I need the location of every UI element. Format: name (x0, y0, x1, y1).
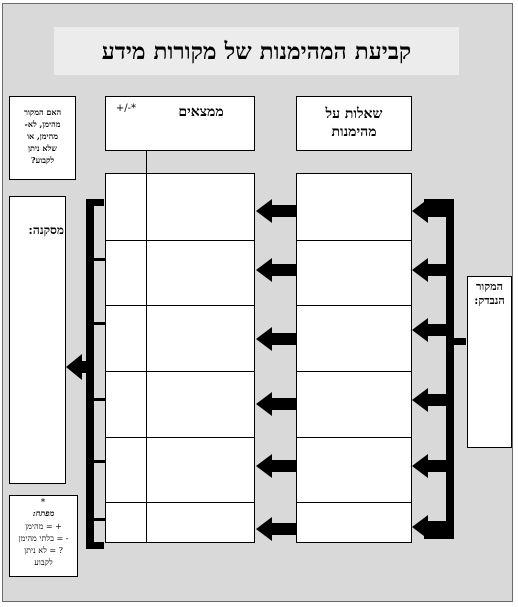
legend-line-4: לקבוע (34, 558, 53, 567)
rating-header-label: +/-* (115, 103, 137, 114)
finding-arrow-3 (256, 327, 296, 351)
legend-line-3: ? = לא ניתן (24, 546, 63, 555)
finding-arrow-5 (256, 454, 296, 478)
source-arrow-3 (412, 318, 446, 342)
source-arrow-4 (412, 388, 446, 412)
source-arrow-5 (412, 454, 446, 478)
source-arrow-6 (412, 515, 446, 539)
questions-header-line-1: שאלות על (325, 106, 383, 122)
diagram-title: קביעת המהימנות של מקורות מידע (101, 37, 412, 65)
finding-arrow-1 (256, 199, 296, 223)
reliability-question-line-2: מהימן, לא- (24, 119, 61, 129)
legend-title: מפתח: (32, 508, 55, 518)
legend-line-1: + = מהימן (25, 522, 62, 531)
source-arrow-1 (412, 199, 446, 223)
source-label-line-1: המקור (476, 280, 503, 293)
legend-line-2: - = בלתי מהימן (18, 534, 69, 543)
finding-arrow-2 (256, 258, 296, 282)
reliability-question-line-1: האם המקור (23, 107, 62, 117)
source-label-line-2: הנבדק: (474, 294, 505, 307)
finding-arrow-4 (256, 392, 296, 416)
reliability-question-line-5: לקבוע? (30, 155, 55, 165)
reliability-question-line-4: שלא ניתן (28, 143, 57, 153)
reliability-question-line-3: מהימן, או (27, 131, 58, 141)
conclusion-label: מסקנה: (28, 223, 64, 237)
conclusion-arrow (66, 354, 88, 380)
source-arrow-2 (412, 258, 446, 282)
findings-header-label: ממצאים (178, 104, 224, 120)
legend-asterisk: * (40, 498, 46, 508)
questions-header-line-2: מהימנות (331, 124, 377, 140)
finding-arrow-6 (256, 517, 296, 541)
